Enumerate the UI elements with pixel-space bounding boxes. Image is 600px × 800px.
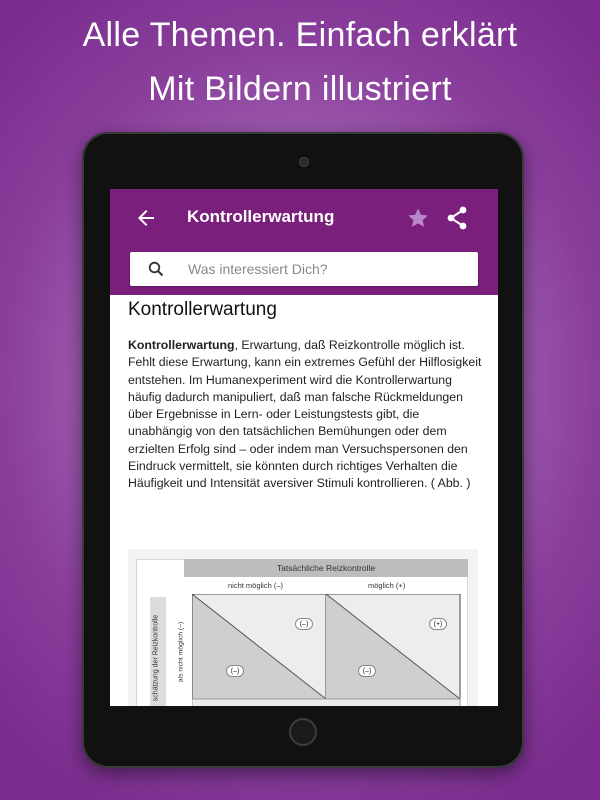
figure-marker: (–)	[295, 618, 313, 630]
figure-marker: (+)	[429, 618, 447, 630]
home-button[interactable]	[289, 718, 317, 746]
figure-marker: (–)	[358, 665, 376, 677]
article-title: Kontrollerwartung	[128, 299, 277, 320]
figure-grid	[192, 594, 470, 706]
figure-col-label-left: nicht möglich (–)	[228, 581, 284, 590]
camera-icon	[299, 157, 309, 167]
app-bar	[110, 189, 498, 295]
article-body	[128, 337, 482, 493]
arrow-left-icon[interactable]	[134, 206, 158, 230]
article-content	[128, 299, 482, 493]
figure-col-label-right: möglich (+)	[368, 581, 406, 590]
app-screen	[110, 189, 498, 706]
article-figure[interactable]	[128, 549, 478, 706]
figure-marker: (–)	[226, 665, 244, 677]
figure-row-label: als nicht möglich (–)	[177, 621, 185, 683]
promo-subheadline: Mit Bildern illustriert	[148, 70, 452, 108]
star-icon[interactable]	[406, 206, 430, 230]
figure-side-label: schätzung der Reizkontrolle	[152, 614, 160, 702]
promo-headline: Alle Themen. Einfach erklärt	[82, 16, 518, 54]
search-icon	[148, 261, 164, 277]
figure-top-header: Tatsächliche Reizkontrolle	[184, 559, 468, 577]
share-icon[interactable]	[445, 205, 469, 231]
page-title: Kontrollerwartung	[187, 207, 335, 226]
article-text: , Erwartung, daß Reizkontrolle möglich ist. Fehlt diese Erwartung, kann ein extremes Gefühl der Hilflosigkeit entstehen. Im Humanexperiment wird die Kontrollerwartung häufig dadurch manipuliert, daß man falsche Rückmeldungen über Ergebnisse in Lern- oder Leistungstests gibt, die unabhängig von den tatsächlichen Bemühungen oder dem erzielten Erfolg sind – oder indem man Versuchspersonen den Eindruck vermittelt, sie könnten durch richtiges Verhalten die Häufigkeit und Intensität aversiver Stimuli kontrollieren. ( Abb. )	[128, 338, 482, 491]
search-input[interactable]	[188, 258, 468, 280]
search-bar[interactable]	[130, 252, 478, 286]
article-term: Kontrollerwartung	[128, 338, 235, 352]
